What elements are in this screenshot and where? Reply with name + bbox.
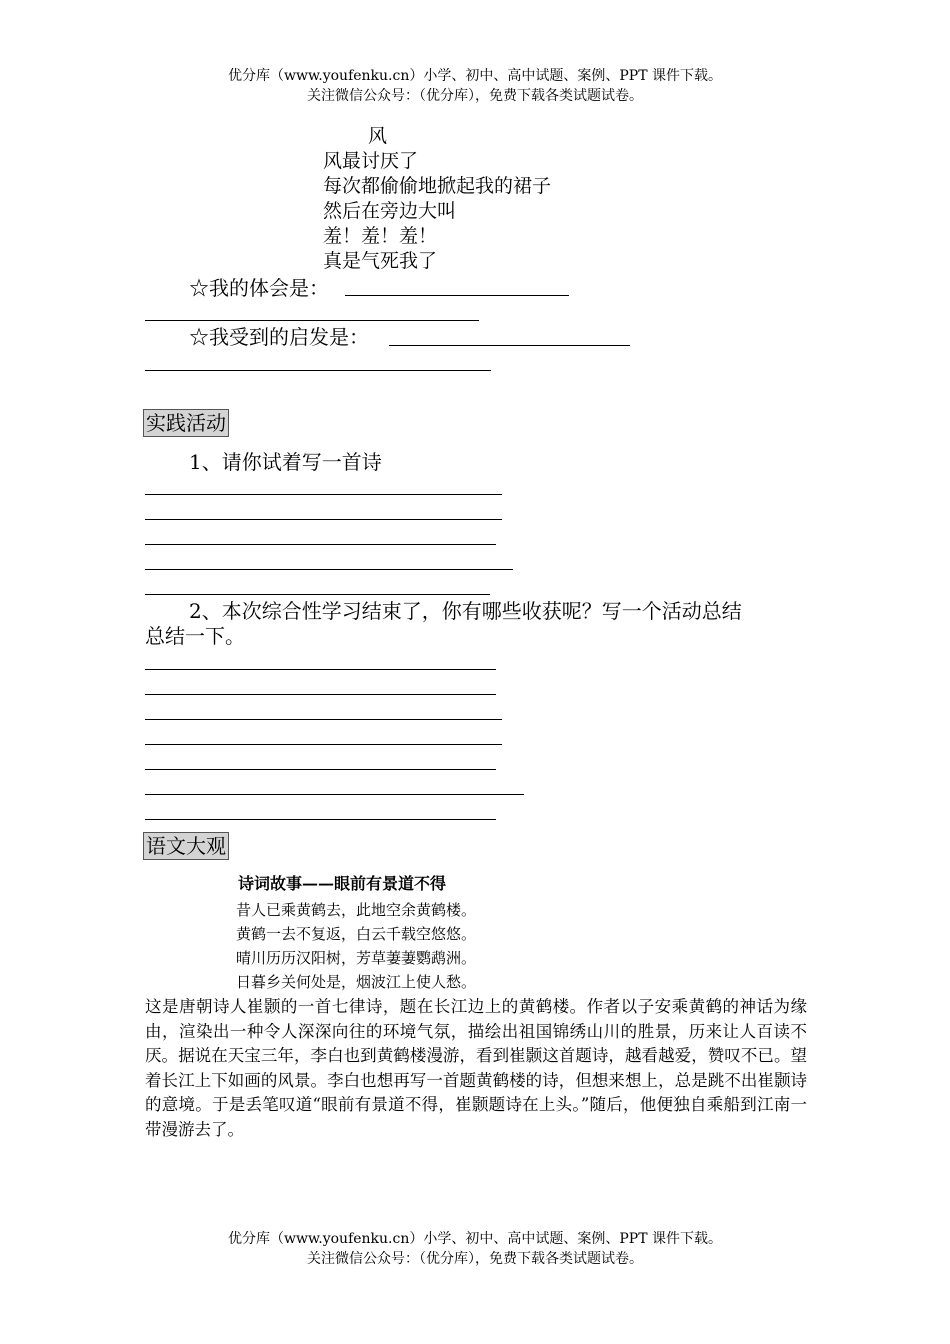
answer-line[interactable] <box>145 569 513 570</box>
poem-line: 风最讨厌了 <box>323 150 419 172</box>
poem-line: 真是气死我了 <box>323 250 438 272</box>
question-1: 1、请你试着写一首诗 <box>189 450 382 474</box>
story-paragraph: 这是唐朝诗人崔颢的一首七律诗，题在长江边上的黄鹤楼。作者以子安乘黄鹤的神话为缘由，渲染出一种令人深深向往的环境气氛，描绘出祖国锦绣山川的胜景，历来让人百读不厌。据说在天宝三年，李白也到黄鹤楼漫游，看到崔颢这首题诗，越看越爱，赞叹不已。望着长江上下如画的风景。李白也想再写一首题黄鹤楼的诗，但想来想上，总是跳不出崔颢诗的意境。于是丢笔叹道“眼前有景道不得，崔颢题诗在上头。”随后，他便独自乘船到江南一带漫游去了。 <box>145 997 807 1139</box>
footer-line-2: 关注微信公众号：（优分库），免费下载各类试题试卷。 <box>307 1251 643 1267</box>
answer-line[interactable] <box>145 769 496 770</box>
practice-heading: 实践活动 <box>143 409 229 437</box>
answer-line[interactable] <box>145 794 524 795</box>
story-poem-line: 晴川历历汉阳树，芳草萋萋鹦鹉洲。 <box>236 949 477 967</box>
footer-line-1: 优分库（www.youfenku.cn）小学、初中、高中试题、案例、PPT 课件下载。 <box>227 1231 722 1247</box>
answer-line[interactable] <box>145 719 502 720</box>
answer-line[interactable] <box>389 345 630 346</box>
answer-line[interactable] <box>145 494 502 495</box>
feeling-prompt: ☆我的体会是： <box>189 276 329 300</box>
answer-line[interactable] <box>145 519 502 520</box>
answer-line[interactable] <box>145 320 479 321</box>
story-poem-line: 昔人已乘黄鹤去，此地空余黄鹤楼。 <box>236 901 477 919</box>
answer-line[interactable] <box>345 295 569 296</box>
answer-line[interactable] <box>145 819 496 820</box>
answer-line[interactable] <box>145 370 491 371</box>
story-poem-line: 黄鹤一去不复返，白云千载空悠悠。 <box>236 925 477 943</box>
question-2-line-2: 总结一下。 <box>145 624 245 648</box>
poem-title: 风 <box>368 125 388 147</box>
header-line-1: 优分库（www.youfenku.cn）小学、初中、高中试题、案例、PPT 课件下载。 <box>227 68 722 84</box>
poem-line: 羞！羞！羞！ <box>323 225 438 247</box>
poem-line: 每次都偷偷地掀起我的裙子 <box>323 175 552 197</box>
answer-line[interactable] <box>145 669 496 670</box>
inspiration-prompt: ☆我受到的启发是： <box>189 325 369 349</box>
answer-line[interactable] <box>145 694 496 695</box>
answer-line[interactable] <box>145 744 502 745</box>
chinese-heading: 语文大观 <box>143 832 229 860</box>
story-poem-line: 日暮乡关何处是，烟波江上使人愁。 <box>236 973 477 991</box>
answer-line[interactable] <box>145 594 490 595</box>
question-2-line-1: 2、本次综合性学习结束了，你有哪些收获呢？写一个活动总结 <box>189 599 742 623</box>
header-line-2: 关注微信公众号：（优分库），免费下载各类试题试卷。 <box>307 88 643 104</box>
answer-line[interactable] <box>145 544 496 545</box>
story-title: 诗词故事——眼前有景道不得 <box>238 874 447 893</box>
poem-line: 然后在旁边大叫 <box>323 200 457 222</box>
